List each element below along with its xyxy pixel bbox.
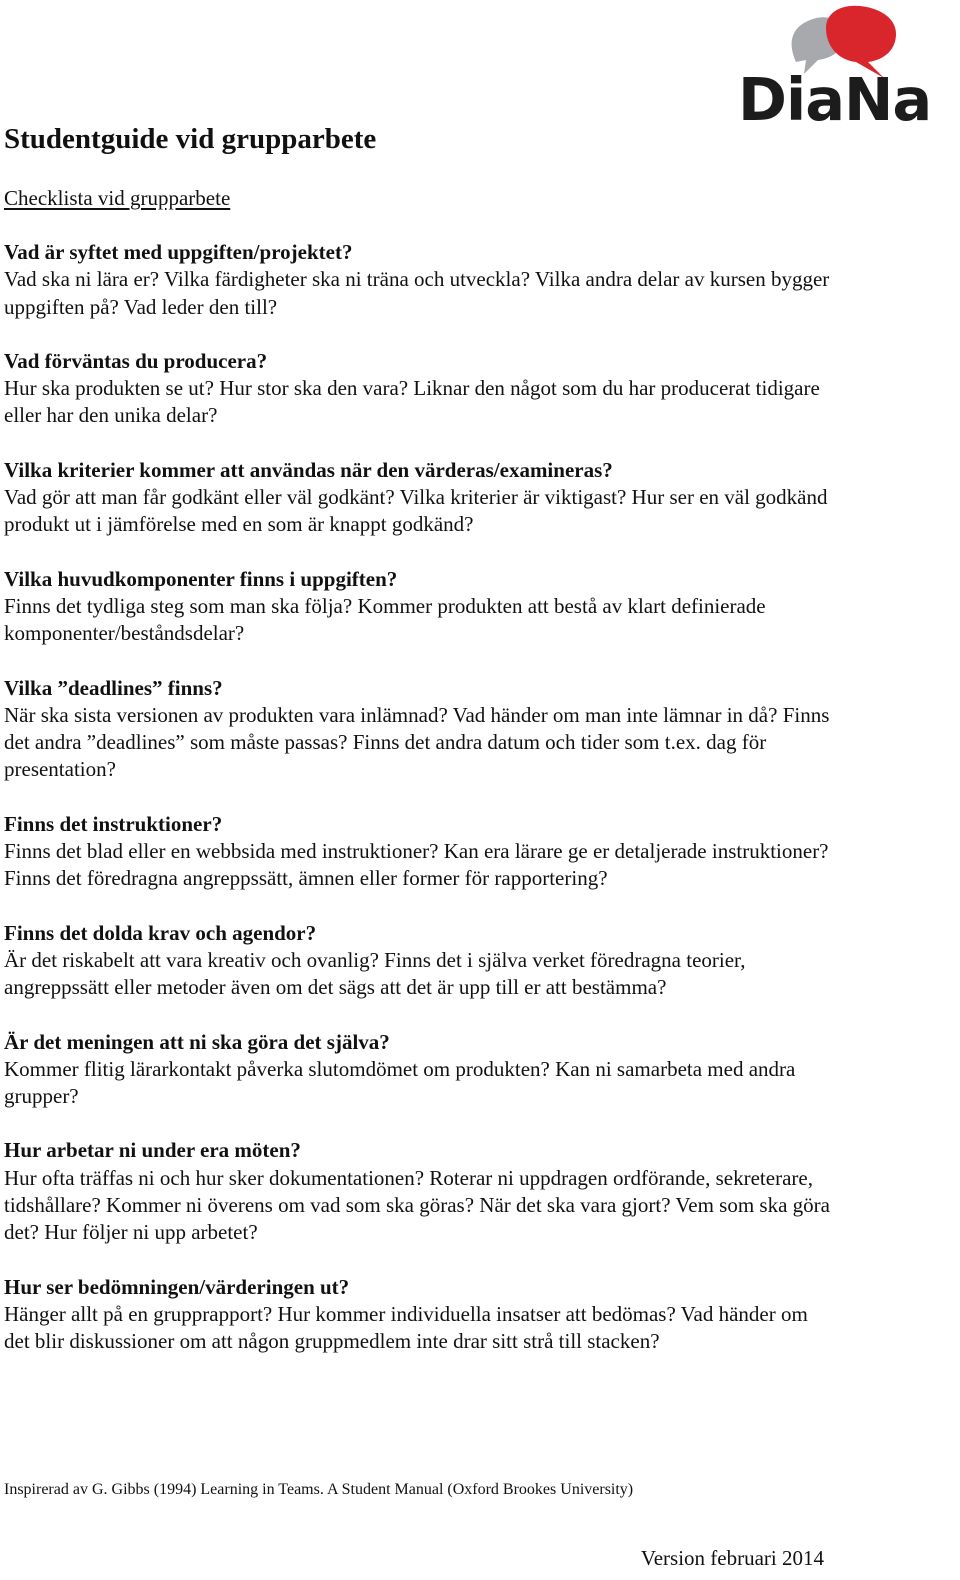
checklist-answer: Finns det blad eller en webbsida med instruktioner? Kan era lärare ge er detaljerade instruktioner? Finns det föredragna angreppssätt, ämnen eller former för rapportering? (4, 839, 829, 891)
checklist-question: Hur arbetar ni under era möten? (4, 1138, 301, 1163)
checklist-item (4, 920, 834, 1002)
page-title: Studentguide vid grupparbete (4, 123, 377, 155)
checklist-item (4, 675, 834, 784)
diana-logo (738, 0, 952, 134)
checklist-item (4, 348, 834, 430)
checklist-heading: Checklista vid grupparbete (4, 186, 231, 210)
checklist-item (4, 239, 834, 321)
checklist-item (4, 457, 834, 539)
checklist-question: Finns det dolda krav och agendor? (4, 920, 317, 945)
checklist-answer: Hänger allt på en grupprapport? Hur kommer individuella insatser att bedömas? Vad händer om det blir diskussioner om att någon gruppmedlem inte drar sitt strå till stacken? (4, 1301, 808, 1354)
checklist-question: Hur ser bedömningen/värderingen ut? (4, 1274, 350, 1299)
checklist-answer: Är det riskabelt att vara kreativ och ovanlig? Finns det i själva verket föredragna teorier, angreppssätt eller metoder även om det sägs att det är upp till er att bestämma? (4, 947, 746, 1000)
checklist (4, 239, 834, 1383)
source-reference: Inspirerad av G. Gibbs (1994) Learning in Teams. A Student Manual (Oxford Brookes University) (4, 1481, 634, 1498)
checklist-answer: Vad gör att man får godkänt eller väl godkänt? Vilka kriterier är viktigast? Hur ser en väl godkänd produkt ut i jämförelse med en som är knappt godkänd? (4, 485, 828, 537)
checklist-item (4, 811, 834, 893)
checklist-item (4, 1029, 834, 1111)
checklist-question: Är det meningen att ni ska göra det själva? (4, 1029, 390, 1054)
checklist-answer: När ska sista versionen av produkten vara inlämnad? Vad händer om man inte lämnar in då? Finns det andra ”deadlines” som måste passas? Finns det andra datum och tider som t.ex. dag för presentation? (4, 702, 830, 782)
checklist-answer: Finns det tydliga steg som man ska följa? Kommer produkten att bestå av klart definierade komponenter/beståndsdelar? (4, 593, 766, 646)
version-note: Version februari 2014 (640, 1546, 824, 1570)
checklist-item (4, 1137, 834, 1246)
checklist-question: Vilka kriterier kommer att användas när den värderas/examineras? (4, 457, 613, 482)
checklist-answer: Vad ska ni lära er? Vilka färdigheter ska ni träna och utveckla? Vilka andra delar av kursen bygger uppgiften på? Vad leder den till? (4, 267, 830, 319)
checklist-answer: Hur ska produkten se ut? Hur stor ska den vara? Liknar den något som du har producerat tidigare eller har den unika delar? (4, 376, 820, 428)
checklist-item (4, 566, 834, 648)
checklist-question: Vilka ”deadlines” finns? (4, 675, 223, 700)
checklist-question: Vad förväntas du producera? (4, 348, 268, 373)
checklist-question: Vad är syftet med uppgiften/projektet? (4, 240, 353, 264)
checklist-answer: Kommer flitig lärarkontakt påverka slutomdömet om produkten? Kan ni samarbeta med andra grupper? (4, 1056, 796, 1109)
checklist-item (4, 1274, 834, 1356)
checklist-answer: Hur ofta träffas ni och hur sker dokumentationen? Roterar ni uppdragen ordförande, sekreterare, tidshållare? Kommer ni överens om vad som ska göras? När det ska vara gjort? Vem som ska göra det? Hur följer ni upp arbetet? (4, 1165, 830, 1245)
checklist-question: Finns det instruktioner? (4, 811, 223, 836)
checklist-question: Vilka huvudkomponenter finns i uppgiften? (4, 566, 398, 591)
logo-wordmark: DiaNa (738, 65, 932, 134)
